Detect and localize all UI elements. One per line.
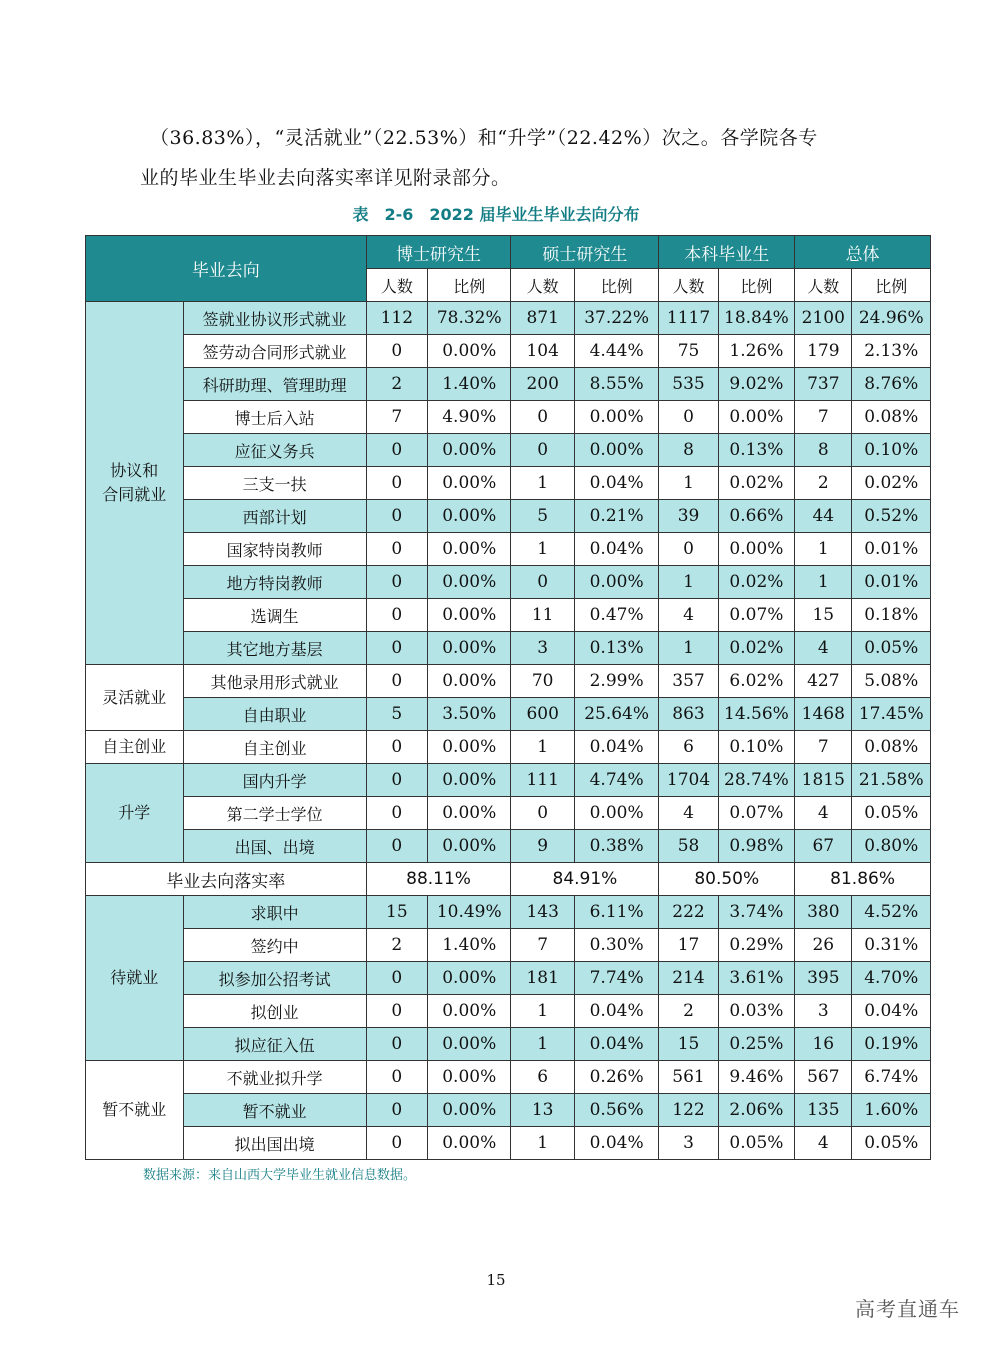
- count-cell: 5: [366, 698, 427, 731]
- ratio-cell: 8.55%: [574, 368, 659, 401]
- ratio-cell: 0.01%: [852, 533, 931, 566]
- ratio-cell: 0.00%: [428, 1028, 511, 1061]
- table-row: [86, 1061, 931, 1094]
- count-cell: 0: [366, 467, 427, 500]
- count-cell: 0: [366, 995, 427, 1028]
- count-cell: 0: [366, 632, 427, 665]
- table-row: [86, 1127, 931, 1160]
- count-cell: 0: [659, 533, 718, 566]
- count-cell: 0: [366, 1061, 427, 1094]
- ratio-cell: 0.08%: [852, 731, 931, 764]
- ratio-cell: 0.00%: [428, 500, 511, 533]
- ratio-cell: 0.00%: [428, 1094, 511, 1127]
- table-row: [86, 896, 931, 929]
- count-cell: 863: [659, 698, 718, 731]
- ratio-cell: 0.00%: [574, 797, 659, 830]
- count-cell: 135: [795, 1094, 852, 1127]
- row-item-label: 签就业协议形式就业: [183, 302, 366, 335]
- count-cell: 15: [366, 896, 427, 929]
- ratio-cell: 24.96%: [852, 302, 931, 335]
- ratio-cell: 0.00%: [718, 533, 794, 566]
- row-item-label: 签劳动合同形式就业: [183, 335, 366, 368]
- ratio-cell: 3.61%: [718, 962, 794, 995]
- ratio-cell: 0.07%: [718, 599, 794, 632]
- ratio-cell: 0.04%: [574, 731, 659, 764]
- table-row: [86, 566, 931, 599]
- count-cell: 2100: [795, 302, 852, 335]
- count-cell: 3: [659, 1127, 718, 1160]
- table-row: [86, 995, 931, 1028]
- count-cell: 5: [511, 500, 574, 533]
- count-cell: 7: [366, 401, 427, 434]
- count-cell: 7: [511, 929, 574, 962]
- header-ratio: 比例: [428, 269, 511, 302]
- ratio-cell: 9.46%: [718, 1061, 794, 1094]
- ratio-cell: 0.05%: [852, 797, 931, 830]
- count-cell: 9: [511, 830, 574, 863]
- ratio-cell: 0.19%: [852, 1028, 931, 1061]
- row-item-label: 应征义务兵: [183, 434, 366, 467]
- table-row: [86, 665, 931, 698]
- table-row: [86, 962, 931, 995]
- ratio-cell: 37.22%: [574, 302, 659, 335]
- ratio-cell: 0.10%: [718, 731, 794, 764]
- group-label: [86, 302, 184, 665]
- watermark-logo: 高考直通车: [855, 1297, 960, 1321]
- ratio-cell: 0.00%: [428, 434, 511, 467]
- row-item-label: 签约中: [183, 929, 366, 962]
- header-group-total: 总体: [795, 236, 931, 269]
- rate-value: 84.91%: [511, 863, 659, 896]
- table-row: [86, 467, 931, 500]
- count-cell: 200: [511, 368, 574, 401]
- header-count: 人数: [366, 269, 427, 302]
- count-cell: 0: [366, 533, 427, 566]
- count-cell: 0: [511, 566, 574, 599]
- table-row: [86, 929, 931, 962]
- count-cell: 17: [659, 929, 718, 962]
- header-group-master: 硕士研究生: [511, 236, 659, 269]
- count-cell: 0: [366, 1127, 427, 1160]
- ratio-cell: 6.11%: [574, 896, 659, 929]
- count-cell: 3: [511, 632, 574, 665]
- ratio-cell: 0.47%: [574, 599, 659, 632]
- count-cell: 1: [511, 1028, 574, 1061]
- ratio-cell: 0.08%: [852, 401, 931, 434]
- table-row: [86, 500, 931, 533]
- count-cell: 567: [795, 1061, 852, 1094]
- row-item-label: 国家特岗教师: [183, 533, 366, 566]
- count-cell: 0: [511, 797, 574, 830]
- count-cell: 1815: [795, 764, 852, 797]
- row-item-label: 其它地方基层: [183, 632, 366, 665]
- count-cell: 357: [659, 665, 718, 698]
- ratio-cell: 25.64%: [574, 698, 659, 731]
- count-cell: 11: [511, 599, 574, 632]
- header-count: 人数: [511, 269, 574, 302]
- count-cell: 0: [511, 401, 574, 434]
- count-cell: 0: [366, 434, 427, 467]
- count-cell: 0: [366, 1094, 427, 1127]
- rate-label: 毕业去向落实率: [86, 863, 367, 896]
- count-cell: 222: [659, 896, 718, 929]
- ratio-cell: 0.02%: [852, 467, 931, 500]
- ratio-cell: 18.84%: [718, 302, 794, 335]
- count-cell: 13: [511, 1094, 574, 1127]
- count-cell: 1: [511, 467, 574, 500]
- ratio-cell: 0.13%: [574, 632, 659, 665]
- row-item-label: 自由职业: [183, 698, 366, 731]
- ratio-cell: 0.00%: [428, 797, 511, 830]
- table-row: [86, 533, 931, 566]
- ratio-cell: 1.40%: [428, 368, 511, 401]
- header-ratio: 比例: [574, 269, 659, 302]
- rate-value: 81.86%: [795, 863, 931, 896]
- ratio-cell: 0.00%: [574, 566, 659, 599]
- count-cell: 70: [511, 665, 574, 698]
- ratio-cell: 0.26%: [574, 1061, 659, 1094]
- count-cell: 535: [659, 368, 718, 401]
- ratio-cell: 0.13%: [718, 434, 794, 467]
- row-item-label: 拟应征入伍: [183, 1028, 366, 1061]
- ratio-cell: 0.03%: [718, 995, 794, 1028]
- table-row: [86, 599, 931, 632]
- header-ratio: 比例: [718, 269, 794, 302]
- table-row: [86, 368, 931, 401]
- header-group-bachelor: 本科毕业生: [659, 236, 795, 269]
- ratio-cell: 0.05%: [852, 1127, 931, 1160]
- table-caption: 表 2-6 2022 届毕业生毕业去向分布: [352, 205, 640, 224]
- group-label: [86, 896, 184, 1061]
- ratio-cell: 0.80%: [852, 830, 931, 863]
- count-cell: 4: [795, 1127, 852, 1160]
- ratio-cell: 5.08%: [852, 665, 931, 698]
- body-paragraph: [140, 118, 900, 198]
- ratio-cell: 0.56%: [574, 1094, 659, 1127]
- row-item-label: 不就业拟升学: [183, 1061, 366, 1094]
- ratio-cell: 0.00%: [574, 434, 659, 467]
- count-cell: 4: [795, 797, 852, 830]
- ratio-cell: 0.98%: [718, 830, 794, 863]
- count-cell: 1: [659, 632, 718, 665]
- row-item-label: 拟参加公招考试: [183, 962, 366, 995]
- ratio-cell: 4.44%: [574, 335, 659, 368]
- table-row: [86, 1094, 931, 1127]
- table-row: [86, 830, 931, 863]
- count-cell: 214: [659, 962, 718, 995]
- ratio-cell: 1.26%: [718, 335, 794, 368]
- ratio-cell: 28.74%: [718, 764, 794, 797]
- group-label-text: 暂不就业: [102, 1100, 167, 1119]
- group-label-text: 自主创业: [102, 737, 167, 756]
- count-cell: 16: [795, 1028, 852, 1061]
- ratio-cell: 10.49%: [428, 896, 511, 929]
- row-item-label: 暂不就业: [183, 1094, 366, 1127]
- ratio-cell: 0.04%: [574, 1028, 659, 1061]
- ratio-cell: 0.18%: [852, 599, 931, 632]
- rate-value: 80.50%: [659, 863, 795, 896]
- ratio-cell: 0.30%: [574, 929, 659, 962]
- count-cell: 4: [795, 632, 852, 665]
- ratio-cell: 1.40%: [428, 929, 511, 962]
- count-cell: 44: [795, 500, 852, 533]
- paragraph-line-2: 业的毕业生毕业去向落实率详见附录部分。: [140, 167, 511, 189]
- table-row: [86, 632, 931, 665]
- row-item-label: 地方特岗教师: [183, 566, 366, 599]
- count-cell: 561: [659, 1061, 718, 1094]
- table-row: [86, 335, 931, 368]
- count-cell: 181: [511, 962, 574, 995]
- table-row: [86, 401, 931, 434]
- ratio-cell: 14.56%: [718, 698, 794, 731]
- count-cell: 1: [659, 467, 718, 500]
- count-cell: 111: [511, 764, 574, 797]
- count-cell: 1: [511, 995, 574, 1028]
- count-cell: 58: [659, 830, 718, 863]
- ratio-cell: 0.66%: [718, 500, 794, 533]
- count-cell: 427: [795, 665, 852, 698]
- row-item-label: 拟出国出境: [183, 1127, 366, 1160]
- destination-table: [85, 235, 931, 1160]
- ratio-cell: 6.02%: [718, 665, 794, 698]
- ratio-cell: 0.25%: [718, 1028, 794, 1061]
- count-cell: 0: [366, 599, 427, 632]
- ratio-cell: 0.10%: [852, 434, 931, 467]
- row-item-label: 拟创业: [183, 995, 366, 1028]
- ratio-cell: 0.00%: [428, 566, 511, 599]
- rate-value: 88.11%: [366, 863, 511, 896]
- ratio-cell: 0.02%: [718, 632, 794, 665]
- ratio-cell: 78.32%: [428, 302, 511, 335]
- ratio-cell: 4.74%: [574, 764, 659, 797]
- ratio-cell: 0.00%: [428, 995, 511, 1028]
- ratio-cell: 0.00%: [428, 665, 511, 698]
- count-cell: 104: [511, 335, 574, 368]
- count-cell: 1: [511, 1127, 574, 1160]
- ratio-cell: 0.52%: [852, 500, 931, 533]
- group-label-text: 协议和 合同就业: [102, 461, 167, 504]
- ratio-cell: 0.00%: [428, 962, 511, 995]
- count-cell: 1704: [659, 764, 718, 797]
- ratio-cell: 0.05%: [718, 1127, 794, 1160]
- count-cell: 39: [659, 500, 718, 533]
- ratio-cell: 0.02%: [718, 467, 794, 500]
- ratio-cell: 9.02%: [718, 368, 794, 401]
- count-cell: 0: [366, 1028, 427, 1061]
- ratio-cell: 0.00%: [428, 533, 511, 566]
- page-number: 15: [486, 1271, 506, 1289]
- ratio-cell: 0.05%: [852, 632, 931, 665]
- ratio-cell: 2.06%: [718, 1094, 794, 1127]
- group-label-text: 灵活就业: [102, 687, 167, 707]
- group-label: [86, 665, 184, 731]
- count-cell: 6: [659, 731, 718, 764]
- table-row: [86, 764, 931, 797]
- count-cell: 1: [511, 731, 574, 764]
- ratio-cell: 0.29%: [718, 929, 794, 962]
- count-cell: 4: [659, 797, 718, 830]
- table-row: [86, 698, 931, 731]
- ratio-cell: 2.13%: [852, 335, 931, 368]
- count-cell: 7: [795, 401, 852, 434]
- count-cell: 0: [366, 500, 427, 533]
- table-row: [86, 797, 931, 830]
- source-note: 数据来源：来自山西大学毕业生就业信息数据。: [143, 1168, 417, 1183]
- count-cell: 8: [659, 434, 718, 467]
- ratio-cell: 4.52%: [852, 896, 931, 929]
- table-row: [86, 302, 931, 335]
- table-row: [86, 731, 931, 764]
- ratio-cell: 0.04%: [574, 1127, 659, 1160]
- ratio-cell: 0.00%: [428, 467, 511, 500]
- count-cell: 7: [795, 731, 852, 764]
- group-label-text: 升学: [118, 803, 151, 822]
- count-cell: 26: [795, 929, 852, 962]
- ratio-cell: 6.74%: [852, 1061, 931, 1094]
- count-cell: 2: [795, 467, 852, 500]
- ratio-cell: 0.00%: [428, 764, 511, 797]
- count-cell: 600: [511, 698, 574, 731]
- count-cell: 112: [366, 302, 427, 335]
- row-item-label: 科研助理、管理助理: [183, 368, 366, 401]
- row-item-label: 三支一扶: [183, 467, 366, 500]
- ratio-cell: 0.01%: [852, 566, 931, 599]
- rate-row: [86, 863, 931, 896]
- count-cell: 6: [511, 1061, 574, 1094]
- ratio-cell: 17.45%: [852, 698, 931, 731]
- ratio-cell: 0.00%: [428, 632, 511, 665]
- row-item-label: 求职中: [183, 896, 366, 929]
- ratio-cell: 8.76%: [852, 368, 931, 401]
- ratio-cell: 0.21%: [574, 500, 659, 533]
- count-cell: 3: [795, 995, 852, 1028]
- ratio-cell: 7.74%: [574, 962, 659, 995]
- row-item-label: 国内升学: [183, 764, 366, 797]
- ratio-cell: 0.07%: [718, 797, 794, 830]
- count-cell: 143: [511, 896, 574, 929]
- ratio-cell: 4.90%: [428, 401, 511, 434]
- count-cell: 15: [795, 599, 852, 632]
- count-cell: 8: [795, 434, 852, 467]
- table-row: [86, 1028, 931, 1061]
- row-item-label: 出国、出境: [183, 830, 366, 863]
- ratio-cell: 0.04%: [574, 533, 659, 566]
- header-row-groups: [86, 236, 931, 269]
- group-label-text: 待就业: [110, 968, 159, 987]
- ratio-cell: 3.74%: [718, 896, 794, 929]
- row-item-label: 选调生: [183, 599, 366, 632]
- table-body: [86, 302, 931, 1160]
- ratio-cell: 0.31%: [852, 929, 931, 962]
- count-cell: 737: [795, 368, 852, 401]
- count-cell: 380: [795, 896, 852, 929]
- count-cell: 0: [366, 962, 427, 995]
- ratio-cell: 0.00%: [428, 335, 511, 368]
- count-cell: 1: [659, 566, 718, 599]
- count-cell: 4: [659, 599, 718, 632]
- row-item-label: 博士后入站: [183, 401, 366, 434]
- ratio-cell: 0.00%: [574, 401, 659, 434]
- ratio-cell: 0.00%: [428, 830, 511, 863]
- ratio-cell: 3.50%: [428, 698, 511, 731]
- row-item-label: 第二学士学位: [183, 797, 366, 830]
- count-cell: 0: [659, 401, 718, 434]
- group-label: [86, 1061, 184, 1160]
- count-cell: 122: [659, 1094, 718, 1127]
- ratio-cell: 0.02%: [718, 566, 794, 599]
- count-cell: 1117: [659, 302, 718, 335]
- ratio-cell: 4.70%: [852, 962, 931, 995]
- header-ratio: 比例: [852, 269, 931, 302]
- count-cell: 0: [366, 566, 427, 599]
- count-cell: 75: [659, 335, 718, 368]
- count-cell: 179: [795, 335, 852, 368]
- count-cell: 1: [795, 566, 852, 599]
- count-cell: 0: [366, 731, 427, 764]
- group-label: [86, 731, 184, 764]
- ratio-cell: 0.00%: [428, 1127, 511, 1160]
- ratio-cell: 21.58%: [852, 764, 931, 797]
- header-count: 人数: [795, 269, 852, 302]
- count-cell: 1468: [795, 698, 852, 731]
- count-cell: 15: [659, 1028, 718, 1061]
- ratio-cell: 0.04%: [574, 467, 659, 500]
- ratio-cell: 0.04%: [574, 995, 659, 1028]
- ratio-cell: 0.00%: [718, 401, 794, 434]
- ratio-cell: 2.99%: [574, 665, 659, 698]
- row-item-label: 西部计划: [183, 500, 366, 533]
- count-cell: 67: [795, 830, 852, 863]
- count-cell: 1: [511, 533, 574, 566]
- ratio-cell: 0.04%: [852, 995, 931, 1028]
- ratio-cell: 0.38%: [574, 830, 659, 863]
- count-cell: 2: [366, 368, 427, 401]
- count-cell: 0: [366, 764, 427, 797]
- ratio-cell: 1.60%: [852, 1094, 931, 1127]
- count-cell: 0: [366, 665, 427, 698]
- count-cell: 0: [366, 830, 427, 863]
- count-cell: 2: [659, 995, 718, 1028]
- count-cell: 1: [795, 533, 852, 566]
- header-count: 人数: [659, 269, 718, 302]
- header-group-phd: 博士研究生: [366, 236, 511, 269]
- count-cell: 395: [795, 962, 852, 995]
- ratio-cell: 0.00%: [428, 731, 511, 764]
- header-direction: 毕业去向: [86, 236, 367, 302]
- count-cell: 0: [366, 335, 427, 368]
- count-cell: 871: [511, 302, 574, 335]
- row-item-label: 其他录用形式就业: [183, 665, 366, 698]
- ratio-cell: 0.00%: [428, 599, 511, 632]
- count-cell: 2: [366, 929, 427, 962]
- count-cell: 0: [511, 434, 574, 467]
- table-row: [86, 434, 931, 467]
- row-item-label: 自主创业: [183, 731, 366, 764]
- group-label: [86, 764, 184, 863]
- ratio-cell: 0.00%: [428, 1061, 511, 1094]
- paragraph-line-1: （36.83%），“灵活就业”（22.53%）和“升学”（22.42%）次之。各学院各专: [150, 127, 818, 149]
- count-cell: 0: [366, 797, 427, 830]
